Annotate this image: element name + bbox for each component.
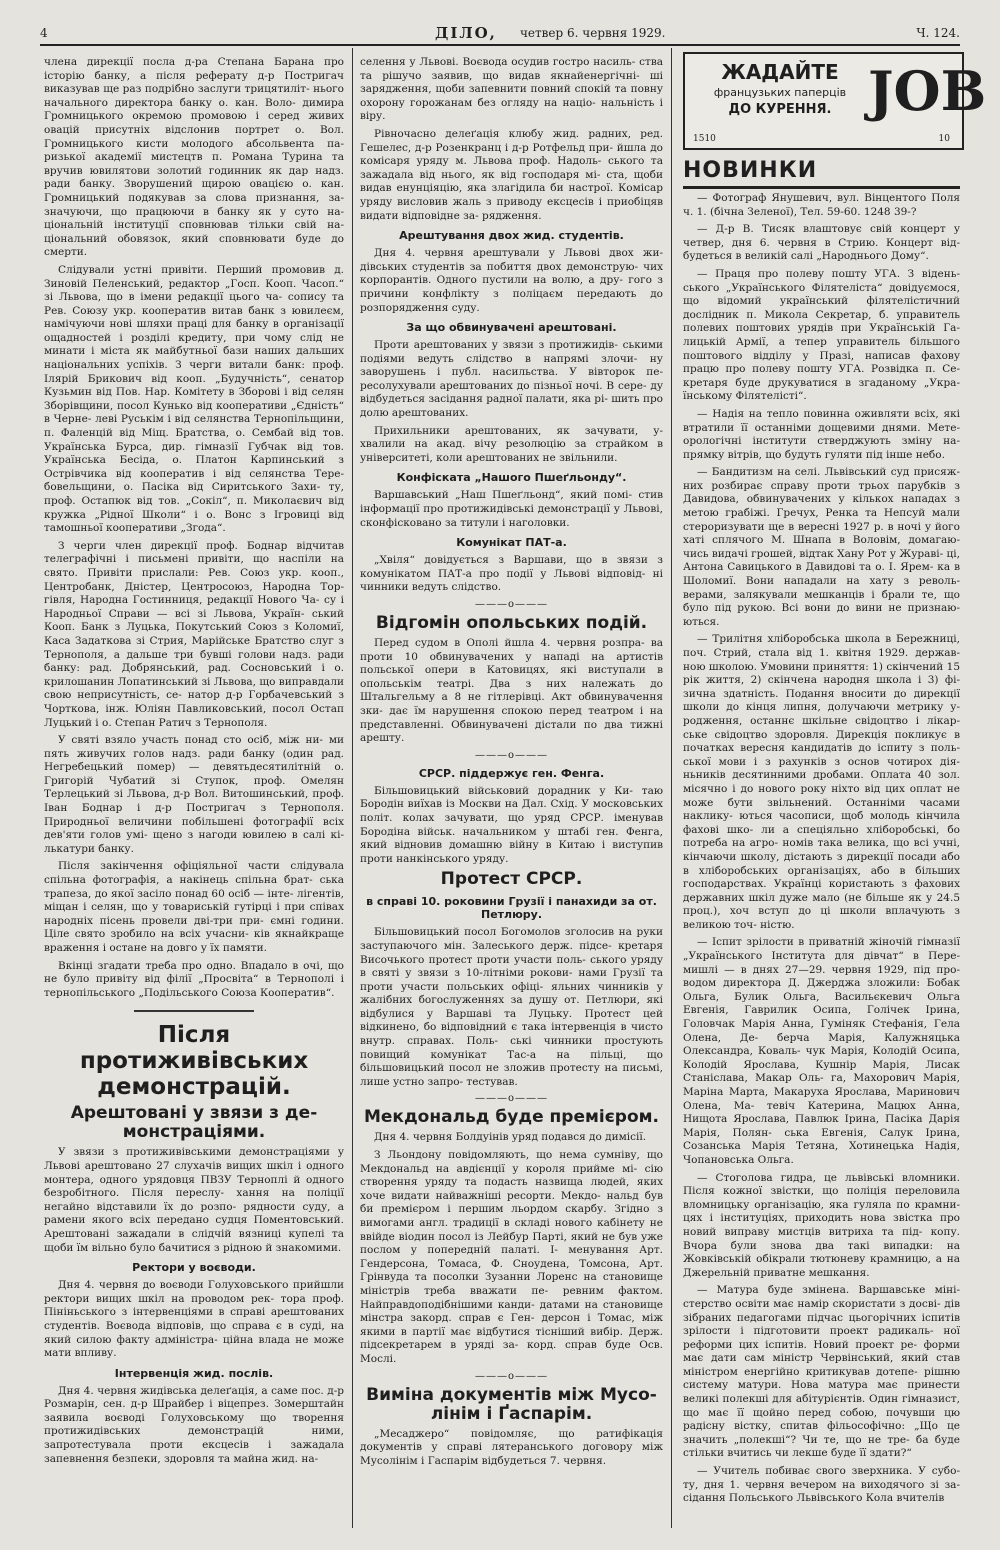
news-item: — Надія на тепло повинна оживляти всіх, які втратили її останніми дощевими днями. Мете- орологічні інститути стверджують зміну на- прямку вітрів, що будуть гуляти під інше небо. xyxy=(683,407,960,461)
ad-code: 1510 xyxy=(693,134,716,144)
ad-headline: ЖАДАЙТЕ xyxy=(721,60,839,84)
separator: ———o——— xyxy=(474,1370,549,1382)
news-item: — Матура буде змінена. Варшавське міні- стерство освіти має намір скористати з досві- дів зібраних педагогами підчас цьогорічних іспитів зрілости і підготовити проект радикаль- ної реформи цих іспитів. Новий проект ре- форми має дати сам міністр Червінський, який став міністром енергійно критикував дотепе- рішню систему матури. Нова матура має принести великі полекші для абітурієнтів. Один гімназист, що має її щойно перед собою, почувши цю радісну вістку, спитав фільософічно: „Що це значить „полекші“? Чи те, що не тре- ба буде стільки вчитись чи лекше буде її здати?“ xyxy=(683,1284,960,1460)
news-item: — Іспит зрілости в приватній жіночій гімназії „Українського Інститута для дівчат“ в Пере- мишлі — в днях 27—29. червня 1929, під про- водом директора Д. Джерджа зложили: Бобак Ольга, Булик Ольга, Васильєкевич Ольга Евгенія, Гаврилик Осипа, Голічек Ірина, Головчак Марія Анна, Гуміняк Стефанія, Гела Олена, Де- берча Марія, Калужняцька Олександра, Коваль- чук Марія, Колодій Осипа, Колодій Ярослава, Кушнір Марія, Лисак Станіслава, Макар Оль- га, Махорович Марія, Маріна Марта, Макаруха Ярослава, Маринович Олена, Ма- тевіч Катерина, Мацюх Анна, Нищота Ярослава, Павлюк Ірина, Пасіка Дарія Марія, Полян- ська Евгенія, Салук Ірина, Созанська Марія Тетяна, Хотинецька Надія, Чопановська Ольга. xyxy=(683,936,960,1166)
ad-text: ДО КУРЕННЯ. xyxy=(728,102,832,117)
article-paragraph: Прихильники арештованих, як зачувати, у- хвалили на акад. вічу резолюцію за страйком в університеті, коли арештованих не звільнили. xyxy=(360,424,663,464)
article-paragraph: селення у Львові. Воєвода осудив гостро насиль- ства та рішучо заявив, що видав якнайенергічні- ші зарядження, щоби запевнити повний спокій та повну охорону горожанам без огляду на націо- нальність і віру. xyxy=(360,56,663,123)
section-heading: Комунікат ПАТ-а. xyxy=(456,536,567,550)
article-paragraph: У святі взяло участь понад сто осіб, між ни- ми пять живучих голов надз. ради банку (один рад. Негребецький помер) — девятьдесятилітній о. Григорій Чубатий зі Ступок, проф. Омелян Терлецький зі Львова, д-р Вол. Витошинський, проф. Іван Боднар і д-р Постригач з Тернополя. Природньої величини побільшені фотографії всіх дев'яти голов умі- щено з нагоди ювилею в салі кі- лькатури банку. xyxy=(44,734,344,855)
article-paragraph: Дня 4. червня жидівська делеґація, а саме пос. д-р Розмарін, сен. д-р Шрайбер і віцепрез. Зомерштайн заявила воєводі Голуховському що творення протижидівських демонстрацій ними, запротестувала проти ексцесів і зажадала запевнення безпеки, здоровля та майна жид. на- xyxy=(44,1384,344,1465)
article-paragraph: З черги член дирекції проф. Боднар відчитав телеграфічні і письмені привіти, що наспіли на свято. Привіти прислали: Рев. Союз укр. кооп., Центробанк, Дністер, Центросоюз, Народна Тор- гівля, Народна Гостинниця, редакції Нового Ча- су і Народньої Справи — всі зі Львова, Україн- ський Кооп. Банк з Луцька, Покутський Союз з Коломиї, Каса Задаткова зі Стрия, Марійське Братство слуг з Тернополя, а дальше три бувші голови надз. ради банку: рад. Добрянський, рад. Сосновський і о. крилошанин Лопатинський зі Львова, що виправдали свою неприсутність, се- натор д-р Горбачевський з Чорткова, інж. Юліян Павликовський, посол Остап Луцький і о. Степан Ратич з Тернополя. xyxy=(44,539,344,729)
headline: Мекдональд буде премієром. xyxy=(363,1107,660,1128)
column-divider xyxy=(671,48,672,1528)
ad-code: 10 xyxy=(938,134,950,144)
column-2 xyxy=(360,56,663,1540)
headline: Виміна документів між Мусо- лінім і Ґаспарім. xyxy=(366,1384,657,1424)
headline: Відгомін опольських подій. xyxy=(375,613,648,633)
subheadline: Арештовані у звязи з де- монстраціями. xyxy=(70,1103,318,1143)
news-item: — Д-р В. Тисяк влаштовує свій концерт у четвер, дня 6. червня в Стрию. Концерт від- будеться в великій салі „Народнього Дому“. xyxy=(683,223,960,263)
article-paragraph: Більшовицький посол Богомолов зголосив на руки заступаючого мін. Залеського держ. підсе- кретаря Височького протест проти участи поль- ського уряду в святі у звязи з 10-літніми рокови- нами Грузії та проти участи польських офіці- яльних чинників у жалібних богослуженнях за душу от. Петлюри, які відбулися у Варшаві та Луцьку. Протест цей відкинено, бо відповідний є така інтервенція в чисто внутр. справах. Поль- ські чинники простують повищий комунікат Тас-а на пільці, що більшовицький посол не зложив протесту на письмі, лише устно запро- тестував. xyxy=(360,926,663,1088)
column-1 xyxy=(44,56,344,1540)
news-item: — Бандитизм на селі. Львівський суд присяж- них розбирає справу проти трьох парубків з Давидова, обвинувачених у кількох нападах з метою грабіжі. Гречух, Ренка та Непсуй мали стероризувати ще в вересні 1927 р. в ночі у його хаті сплячого М. Шнапа в Воловім, домагаю- чись видачі грошей, відтак Хану Рот у Жураві- ці, Антона Савицького в Давидові та о. І. Ярем- ка в Шоломиї. Вони нападали на хату з револь- верами, залякували мешканців і брали те, що було під рукою. Всі вони до вини не признаю- ються. xyxy=(683,466,960,628)
job-advertisement xyxy=(683,52,987,150)
separator: ———o——— xyxy=(474,749,549,761)
article-paragraph: Слідували устні привіти. Перший промовив д. Зиновій Пеленський, редактор „Госп. Кооп. Часоп.“ зі Львова, що в імени редакції цього ча- сопису та Рев. Союзу укр. кооператив витав банк з ювилеєм, намічуючи нові шляхи праці для банку в організації ощадностей і розділі кредиту, при чому слід не минати і міста як майбутньої бази наших дальших національних успіхів. З черги витали банк: проф. Ілярій Брикович від кооп. „Будучність“, сенатор Кузьмин від Пов. Нар. Комітету в Зборові і від селян Зборівщини, посол Кунько від кооперативи „Єдність“ в Черне- леві Руськім і від селянства Тернопільщини, п. Фаленцій від Міщ. Братства, о. Сембай від тов. Українська Бурса, дир. гімназії Губчак від тов. Українська Бесіда, о. Платон Карпинський з Острівчика від кооператив і від селянства Тере- бовельщини, о. Пасіка від Сиритського Захи- ту, проф. Остапюк від тов. „Сокіл“, п. Миколаєвич від кружка „Рідної Школи“ і о. Вонс з Ігровиці від тамошньої кооперативи „Згода“. xyxy=(44,263,344,535)
news-item: — Праця про полеву пошту УГА. З відень- ського „Українського Філятеліста“ довідуємося, що відомий український філятелістичний дослідник п. Микола Секретар, б. управитель полевих поштових урядів при Українській Га- лицькій Армії, а тепер управитель більшого поштового відділу у Празі, написав фахову працю про полеву пошту УГА. Розвідка п. Се- кретаря буде друкуватися в згаданому „Укра- їнському Філятелісті“. xyxy=(683,267,960,403)
news-section-title: НОВИНКИ xyxy=(683,158,818,183)
article-paragraph: Дня 4. червня Болдуінів уряд подався до димісії. xyxy=(374,1131,647,1144)
separator xyxy=(134,1010,254,1012)
article-paragraph: Варшавський „Наш Пшеґльонд“, який помі- стив інформації про протижидівські демонстрації у Львові, сконфісковано за титули і наголовки. xyxy=(360,489,663,529)
issue-date: четвер 6. червня 1929. xyxy=(520,26,666,40)
section-heading: Арештування двох жид. студентів. xyxy=(399,229,624,243)
headline: Після протиживівських демонстрацій. xyxy=(79,1022,309,1101)
article-paragraph: Рівночасно делеґація клюбу жид. радних, ред. Гешелес, д-р Розенкранц і д-р Ротфельд при- йшла до комісаря уряду м. Львова проф. Надоль- ського та зажадала від нього, як від господаря мі- ста, щоби видав енунціяцію, яка злагідила би настрої. Комісар уряду висловив жаль з приводу ексцесів і приобіцяв видати відповідне за- рядження. xyxy=(360,127,663,222)
separator: ———o——— xyxy=(474,599,549,610)
section-heading: Конфіската „Нашого Пшеґльонду“. xyxy=(396,471,627,485)
article-paragraph: З Льондону повідомляють, що нема сумніву, що Мекдональд на авдієнції у короля прийме мі- сію створення уряду та подасть назвища людей, яких хоче видати найважніші ресорти. Мекдо- нальд був би премієром і першим льордом скарбу. Згідно з вимогами англ. традиції в складі нового кабінету не ввійде віодин посол із Лейбур Парті, який не був уже послом у попередній палаті. І- менування Арт. Гендерсона, Томаса, Ф. Сноудена, Томсона, Арт. Грінвуда та посолки Зузанни Лоренс на становище міністрів треба вважати пе- ревним фактом. Найправдоподібнішими канди- датами на становище мінстра закорд. справ є Ген- дерсон і Томас, між якими в партії має відбутися тісніший вибір. Держ. підсекретарем в уряді за- корд. справ буде Осв. Мослі. xyxy=(360,1149,663,1365)
job-logo: JOB xyxy=(868,59,987,123)
page-header xyxy=(40,22,960,46)
article-paragraph: Вкінці згадати треба про одно. Впадало в очі, що не було привіту від філії „Просвіта“ в Тернополі і тернопільського „Подільського Союза Кооператив“. xyxy=(44,959,344,999)
section-heading: в справі 10. роковини Грузії і панахиди за от. Петлюру. xyxy=(366,895,657,922)
article-paragraph: Дня 4. червня до воєводи Голуховського прийшли ректори вищих шкіл на проводом рек- тора проф. Пініньського з інтервенціями в справі арештованих студентів. Воєвода відповів, що справа є в суді, на який силою факту адміністра- ційна влада не може мати впливу. xyxy=(44,1279,344,1360)
headline: Протест СРСР. xyxy=(440,869,583,890)
article-paragraph: Проти арештованих у звязи з протижидів- ськими подіями ведуть слідство в напрямі злочи- ну заворушень і публ. насильства. У вівторок пе- ресолухували арештованих до пізньої ночі. В сере- ду відбудеться засідання радної палати, яка рі- шить про долю арештованих. xyxy=(360,339,663,420)
article-paragraph: „Месаджеро“ повідомляє, що ратифікація документів у справі лятеранського договору між Мусолінім і Гаспарім відбудеться 7. червня. xyxy=(360,1427,663,1467)
issue-number: Ч. 124. xyxy=(916,26,960,40)
news-item: — Стоголова гидра, це львівські вломники. Після кожної звістки, що поліція переловила вломницьку організацію, яка гуляла по крамни- цях і інституціях, приходить нова звістка про новий виправу мистців витриха та під- копу. Вчора були знова два такі випадки: на Жовківській обікрали тютюневу крамницю, а на Джерельній приватне мешкання. xyxy=(683,1171,960,1279)
article-paragraph: Перед судом в Ополі йшла 4. червня розпра- ва проти 10 обвинувачених у нападі на артистів польської опери в Катовицях, які виступали в опольськім театрі. Два з них належать до Штальгельму а 8 не гітлерівці. Акт обвинувачення зки- дає їм нарушення спокою перед театром і на представленні. Обвинувачені дістали по два тижні арешту. xyxy=(360,637,663,745)
separator: ———o——— xyxy=(474,1093,549,1105)
news-rule xyxy=(683,186,960,189)
news-item: — Трилітня хліборобська школа в Бережниці, поч. Стрий, стала від 1. квітня 1929. держав- ною школою. Умовини приняття: 1) скінчений 15 рік життя, 2) скінчена народня школа і 3) фі- зична здатність. Подання вносити до дирекції школи до кінця липня, долучаючи метрику у- родження, останнє шкільне свідоцтво і лікар- ське свідоцтво здоровля. Дирекція покликує в початках вересня кандидатів до іспиту з поль- ської мови і з рахунків з основ чотирох дія- ньників десятинними дробами. Оплата 40 зол. місячно і до нового року ніхто від цих оплат не може бути звільнений. Останніми часами наклику- ються часописи, щоб молодь кінчила фахові шко- ли а спеціяльно хліборобські, бо потреба на агро- номів така велика, що всі учні, кінчаючи школу, дістають з дирекції посади або в хліборобських організаціях, або в більших господарствах. Українці користають з фахових державних шкіл дуже мало (не більше як у 24.5 проц.), хоч вступ до ці школи вплачують з великою точ- ністю. xyxy=(683,633,960,931)
ad-text: французьких паперців xyxy=(713,86,847,99)
header-rule xyxy=(40,44,960,46)
article-paragraph: Більшовицький військовий дорадник у Ки- таю Бородін виїхав із Москви на Дал. Схід. У московських політ. колах зачувати, що уряд СРСР. іменував Бородіна військ. начальником у штабі ген. Фенга, який відновив домашню війну в Китаю і виступив проти нанкінського уряду. xyxy=(360,784,663,865)
section-heading: Інтервенція жид. послів. xyxy=(114,1366,274,1380)
column-divider xyxy=(352,48,353,1528)
article-paragraph: Дня 4. червня арештували у Львові двох жи- дівських студентів за побиття двох демонструю- чих корпорантів. Одного пустили на волю, а дру- гого з причини конфлікту з поліцаєм передають до розпорядження суду. xyxy=(360,247,663,314)
section-heading: За що обвинувачені арештовані. xyxy=(406,321,617,335)
page-number: 4 xyxy=(40,26,48,40)
masthead: ДІЛО, xyxy=(435,24,497,42)
news-item: — Учитель побиває свого зверхника. У субо- ту, дня 1. червня вечером на виходячого зі за- сідання Польського Львівського Кола вчителів xyxy=(683,1465,960,1505)
section-heading: СРСР. піддержує ген. Фенга. xyxy=(418,766,605,780)
article-paragraph: члена дирекції посла д-ра Степана Барана про історію банку, а після реферату д-р Постригач виказував ще раз подрібно заслуги трицятиліт- нього начального директора банку о. кан. Воло- димира Громницького окремою промовою і серед живих овацій присутніх відслонив портрет о. Вол. Громницького кисти молодого абсольвента па- ризької академії мистецтв п. Романа Турина та вручив ювилятови золотий годинник як дар надз. ради банку. Зворушений щирою овацією о. кан. Громницький подякував за слова признання, за- значуючи, що працюючи в банку як у суто на- ціональній інституції сповнював тільки свій на- ціональний обовязок, який сповнювати буде до смерти. xyxy=(44,56,344,259)
article-paragraph: У звязи з протиживівськими демонстраціями у Львові арештовано 27 слухачів вищих шкіл і одного монтера, одного урядовця ПВЗУ Терноплі й одного безробітного. Після переслу- хання на поліції негайно відставили їх до розпо- рядности суду, а рамени якого всіх передано судця Поментовський. Арештовані зажадали в слідчій вязниці купелі та щоби їм вільно було бачитися з рідною й знакомими. xyxy=(44,1146,344,1254)
section-heading: Ректори у воєводи. xyxy=(132,1261,256,1275)
column-3 xyxy=(683,192,960,1540)
news-item: — Фотограф Янушевич, вул. Вінцентого Поля ч. 1. (бічна Зеленої), Тел. 59-60. 1248 39-? xyxy=(683,192,960,218)
article-paragraph: „Хвіля“ довідується з Варшави, що в звязи з комунікатом ПАТ-а про події у Львові відповід- ні чинники ведуть слідство. xyxy=(360,554,663,594)
article-paragraph: Після закінчення офіціяльної части слідувала спільна фотографія, а накінець спільна брат- ська трапеза, до якої засіло понад 60 осіб — інте- лігентів, міщан і селян, що у товариській гутірці і при співах народніх пісень провели дві-три при- ємні години. Ціле свято зробило на всіх учасни- ків якнайкраще враження і остане на довго у їх памяти. xyxy=(44,860,344,954)
